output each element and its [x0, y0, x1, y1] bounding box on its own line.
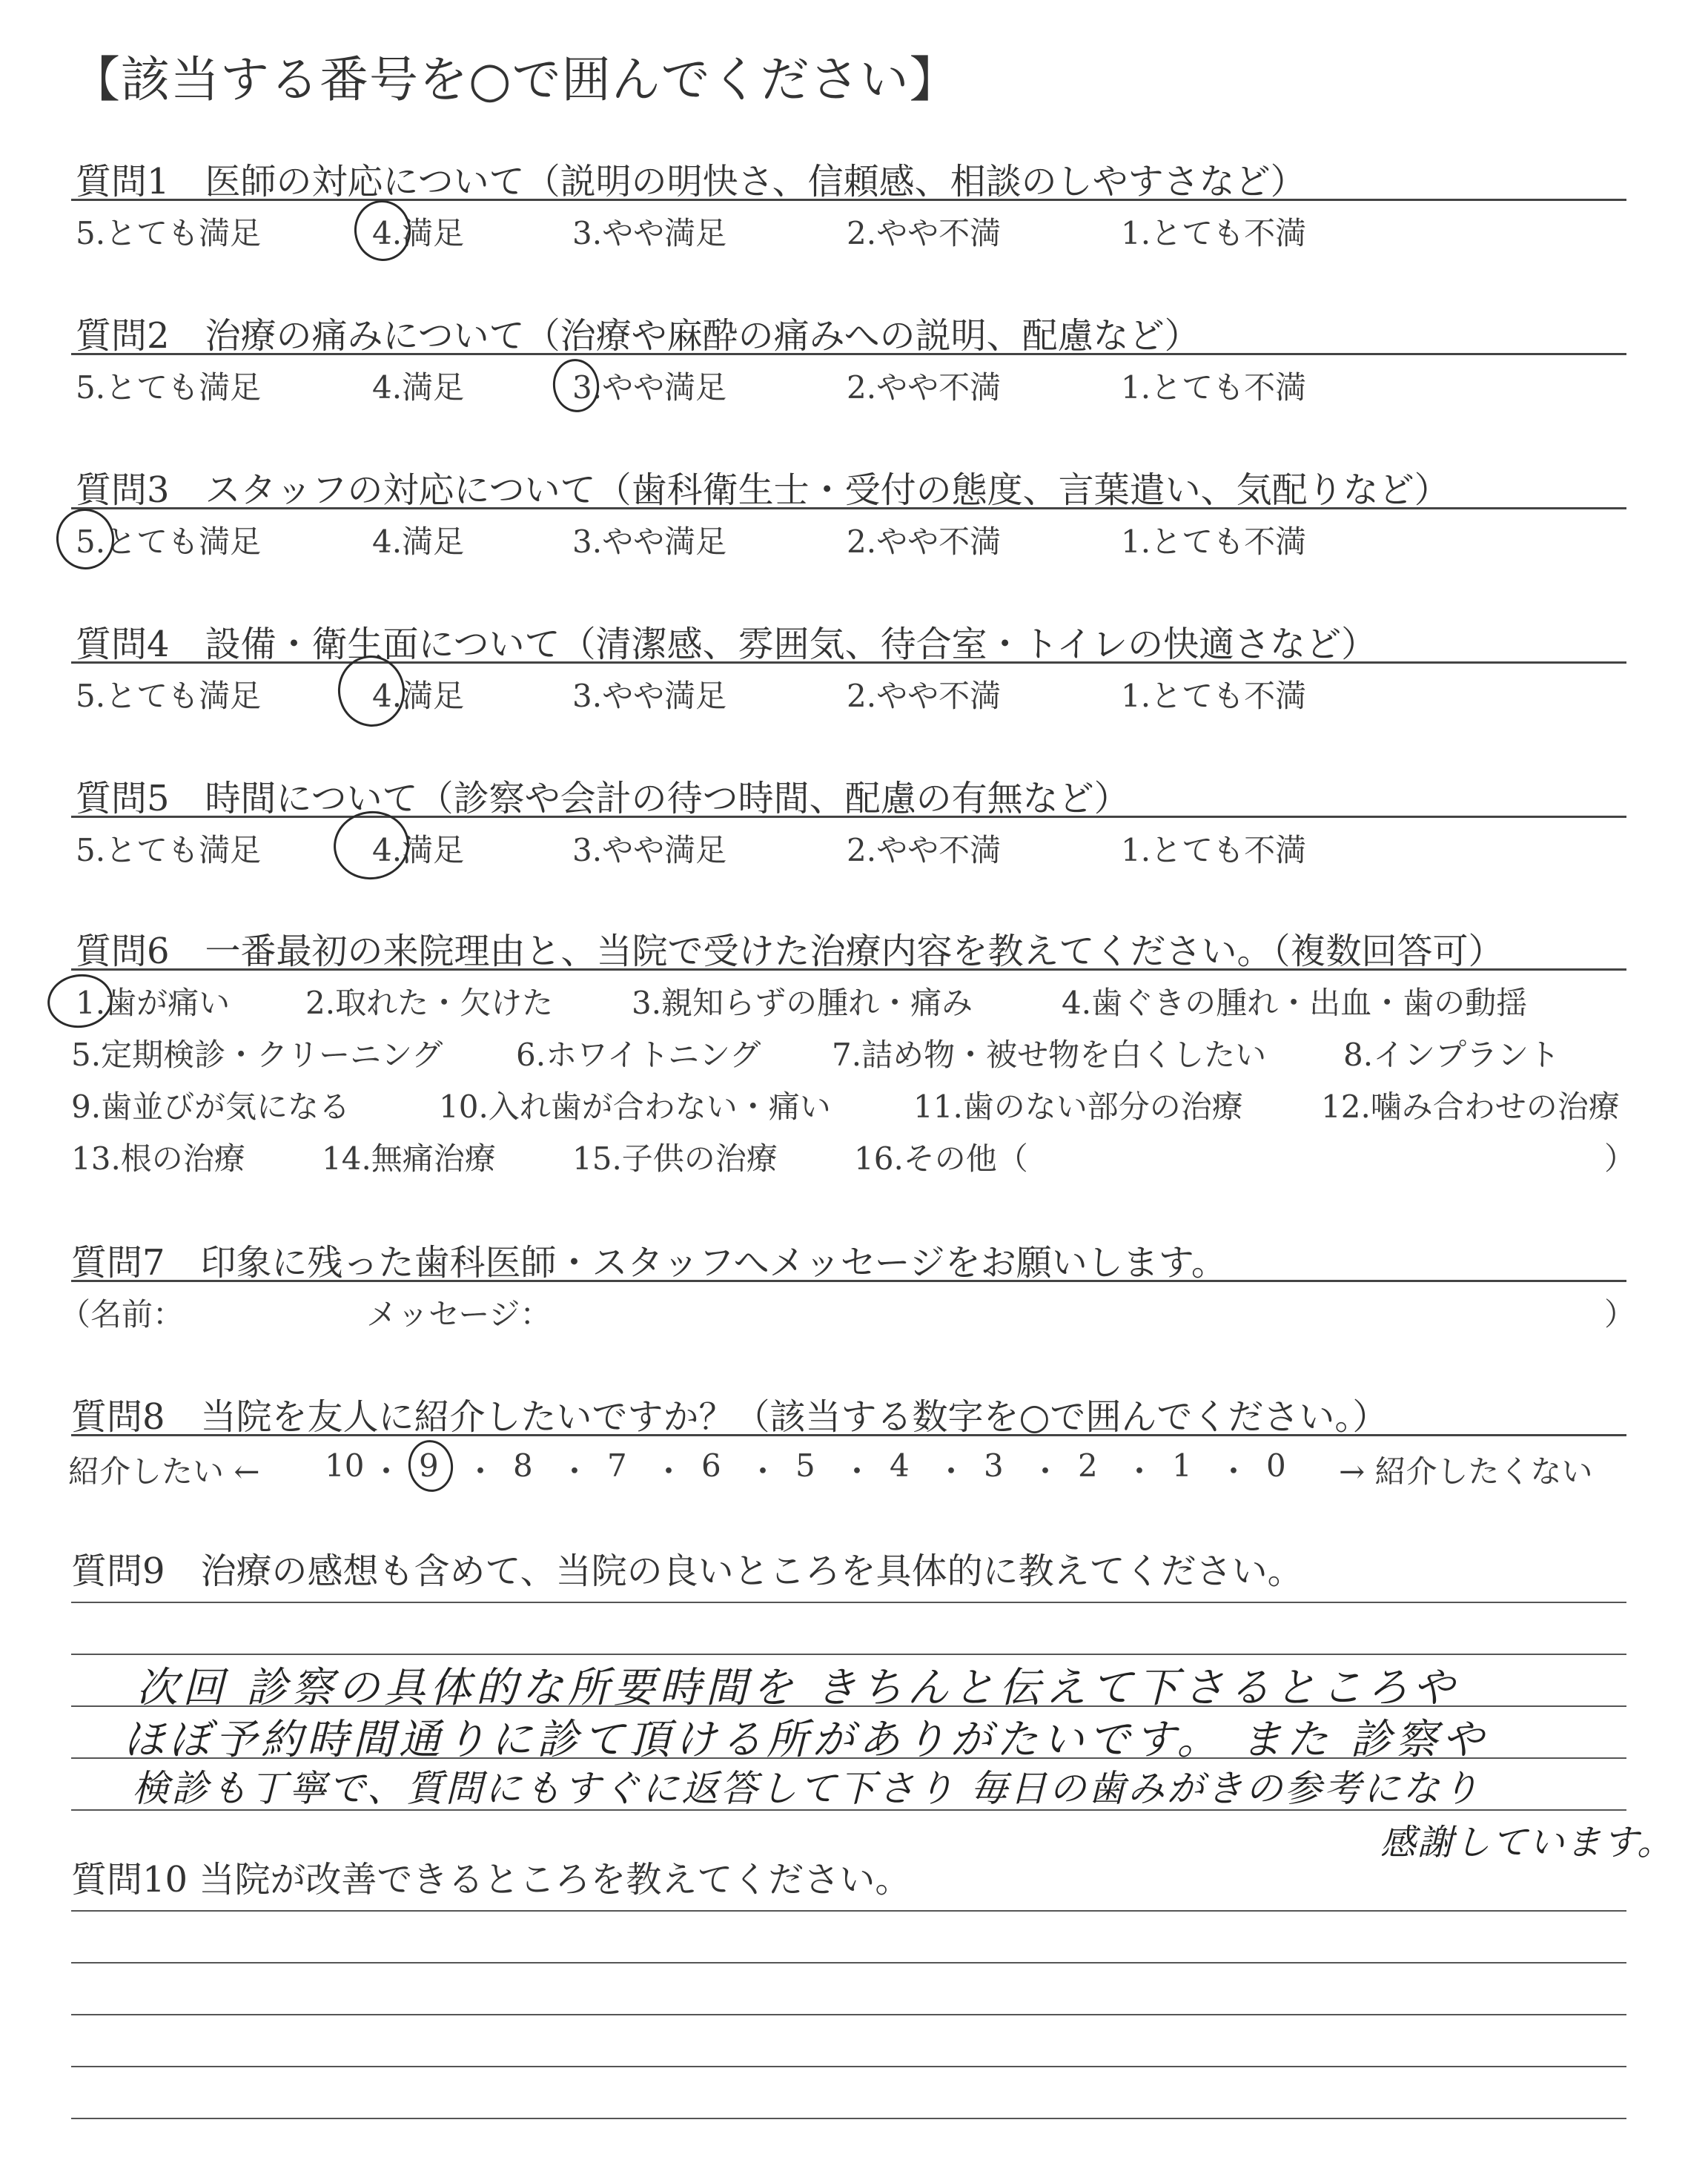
q8-score-6[interactable]: 6	[701, 1447, 721, 1484]
q8-score-1[interactable]: 1	[1172, 1447, 1192, 1484]
question-7-rule	[71, 1280, 1626, 1282]
q8-separator: ・	[1124, 1453, 1156, 1490]
q8-separator: ・	[1218, 1453, 1250, 1490]
q4-option-2[interactable]: 2.やや不満	[847, 678, 1002, 714]
q10-line-3	[71, 2014, 1626, 2015]
question-2-rule	[71, 353, 1626, 355]
question-5-rule	[71, 816, 1626, 818]
q3-option-1[interactable]: 1.とても不満	[1121, 524, 1307, 560]
q6-option-1[interactable]: 1.歯が痛い	[76, 985, 231, 1021]
q8-score-10[interactable]: 10	[325, 1447, 365, 1484]
q7-name-label: （名前：	[59, 1296, 185, 1332]
q6-option-9[interactable]: 9.歯並びが気になる	[71, 1089, 351, 1125]
q8-score-9[interactable]: 9	[419, 1447, 439, 1484]
q2-option-1[interactable]: 1.とても不満	[1121, 369, 1307, 406]
question-1-rule	[71, 199, 1626, 201]
q4-option-4[interactable]: 4.満足	[372, 678, 465, 714]
question-3-title: 質問3 スタッフの対応について（歯科衛生士・受付の態度、言葉遣い、気配りなど）	[76, 469, 1450, 511]
q3-option-4[interactable]: 4.満足	[372, 524, 465, 560]
q5-option-4[interactable]: 4.満足	[372, 832, 465, 868]
q3-option-5[interactable]: 5.とても満足	[76, 524, 262, 560]
q1-option-5[interactable]: 5.とても満足	[76, 215, 262, 251]
question-6-title: 質問6 一番最初の来院理由と、当院で受けた治療内容を教えてください。（複数回答可）	[76, 931, 1504, 972]
q1-option-4[interactable]: 4.満足	[372, 215, 465, 251]
q8-score-0[interactable]: 0	[1266, 1447, 1286, 1484]
q6-option-2[interactable]: 2.取れた・欠けた	[305, 985, 554, 1021]
question-10-title: 質問10 当院が改善できるところを教えてください。	[71, 1859, 911, 1900]
q8-separator: ・	[559, 1453, 591, 1490]
question-3-rule	[71, 507, 1626, 509]
q1-answer-circle	[351, 196, 415, 265]
q6-option-12[interactable]: 12.噛み合わせの治療	[1321, 1089, 1620, 1125]
q7-close-paren: ）	[1604, 1296, 1636, 1332]
question-2-title: 質問2 治療の痛みについて（治療や麻酔の痛みへの説明、配慮など）	[76, 315, 1200, 357]
q1-option-2[interactable]: 2.やや不満	[847, 215, 1002, 251]
question-4-title: 質問4 設備・衛生面について（清潔感、雰囲気、待合室・トイレの快適さなど）	[76, 624, 1377, 665]
q8-separator: ・	[465, 1453, 497, 1490]
q8-score-7[interactable]: 7	[607, 1447, 627, 1484]
question-9-title: 質問9 治療の感想も含めて、当院の良いところを具体的に教えてください。	[71, 1550, 1303, 1592]
q8-score-4[interactable]: 4	[890, 1447, 910, 1484]
q10-line-4	[71, 2066, 1626, 2067]
q6-option-5[interactable]: 5.定期検診・クリーニング	[71, 1037, 443, 1073]
q6-option-15[interactable]: 15.子供の治療	[572, 1140, 778, 1177]
q8-separator: ・	[841, 1453, 873, 1490]
q8-left-label: 紹介したい ←	[68, 1453, 260, 1490]
q9-handwritten-line-3: 検診も丁寧で、質問にもすぐに返答して下さり 毎日の歯みがきの参考になり	[132, 1767, 1481, 1810]
q1-option-3[interactable]: 3.やや満足	[572, 215, 727, 251]
q4-option-1[interactable]: 1.とても不満	[1121, 678, 1307, 714]
q6-other-close-paren: ）	[1604, 1140, 1636, 1177]
q6-option-6[interactable]: 6.ホワイトニング	[516, 1037, 761, 1073]
q8-right-label: → 紹介したくない	[1339, 1453, 1593, 1490]
q5-option-3[interactable]: 3.やや満足	[572, 832, 727, 868]
q1-option-1[interactable]: 1.とても不満	[1121, 215, 1307, 251]
q6-option-13[interactable]: 13.根の治療	[71, 1140, 245, 1177]
question-8-rule	[71, 1434, 1626, 1436]
question-5-title: 質問5 時間について（診察や会計の待つ時間、配慮の有無など）	[76, 778, 1130, 819]
q2-option-2[interactable]: 2.やや不満	[847, 369, 1002, 406]
question-7-title: 質問7 印象に残った歯科医師・スタッフへメッセージをお願いします。	[71, 1242, 1227, 1284]
q8-score-8[interactable]: 8	[513, 1447, 533, 1484]
q2-option-4[interactable]: 4.満足	[372, 369, 465, 406]
q9-handwritten-line-1: 次回 診察の具体的な所要時間を きちんと伝えて下さるところや	[136, 1664, 1459, 1712]
q8-answer-circle	[405, 1437, 456, 1495]
q6-option-10[interactable]: 10.入れ歯が合わない・痛い	[439, 1089, 831, 1125]
q8-separator: ・	[1030, 1453, 1062, 1490]
q4-option-5[interactable]: 5.とても満足	[76, 678, 262, 714]
q10-line-1	[71, 1910, 1626, 1912]
q10-line-5	[71, 2118, 1626, 2119]
question-6-rule	[71, 968, 1626, 971]
q10-line-2	[71, 1962, 1626, 1964]
q2-option-5[interactable]: 5.とても満足	[76, 369, 262, 406]
q6-option-14[interactable]: 14.無痛治療	[322, 1140, 496, 1177]
q6-option-8[interactable]: 8.インプラント	[1343, 1037, 1560, 1073]
q8-score-2[interactable]: 2	[1078, 1447, 1098, 1484]
q6-option-7[interactable]: 7.詰め物・被せ物を白くしたい	[832, 1037, 1267, 1073]
q6-option-4[interactable]: 4.歯ぐきの腫れ・出血・歯の動揺	[1062, 985, 1528, 1021]
q3-answer-circle	[53, 505, 119, 573]
q9-handwritten-line-2: ほぼ予約時間通りに診て頂ける所がありがたいです。 また 診察や	[123, 1716, 1489, 1764]
q6-option-11[interactable]: 11.歯のない部分の治療	[913, 1089, 1243, 1125]
q8-separator: ・	[653, 1453, 685, 1490]
q8-separator: ・	[371, 1453, 403, 1490]
form-header: 【該当する番号を○で囲んでください】	[71, 51, 959, 108]
q4-option-3[interactable]: 3.やや満足	[572, 678, 727, 714]
q8-score-5[interactable]: 5	[795, 1447, 815, 1484]
question-4-rule	[71, 661, 1626, 664]
question-8-title: 質問8 当院を友人に紹介したいですか？（該当する数字を○で囲んでください。）	[71, 1396, 1388, 1438]
q3-option-3[interactable]: 3.やや満足	[572, 524, 727, 560]
q3-option-2[interactable]: 2.やや不満	[847, 524, 1002, 560]
q8-separator: ・	[936, 1453, 967, 1490]
q5-option-5[interactable]: 5.とても満足	[76, 832, 262, 868]
q9-line-1	[71, 1602, 1626, 1603]
q5-option-2[interactable]: 2.やや不満	[847, 832, 1002, 868]
q9-handwritten-line-4: 感謝しています。	[1380, 1822, 1675, 1863]
q6-option-3[interactable]: 3.親知らずの腫れ・痛み	[632, 985, 973, 1021]
question-1-title: 質問1 医師の対応について（説明の明快さ、信頼感、相談のしやすさなど）	[76, 161, 1306, 202]
q6-option-16-other[interactable]: 16.その他（	[854, 1140, 1028, 1177]
q5-option-1[interactable]: 1.とても不満	[1121, 832, 1307, 868]
q7-message-label: メッセージ：	[366, 1296, 552, 1332]
q8-score-3[interactable]: 3	[984, 1447, 1004, 1484]
q2-option-3[interactable]: 3.やや満足	[572, 369, 727, 406]
q8-separator: ・	[747, 1453, 779, 1490]
